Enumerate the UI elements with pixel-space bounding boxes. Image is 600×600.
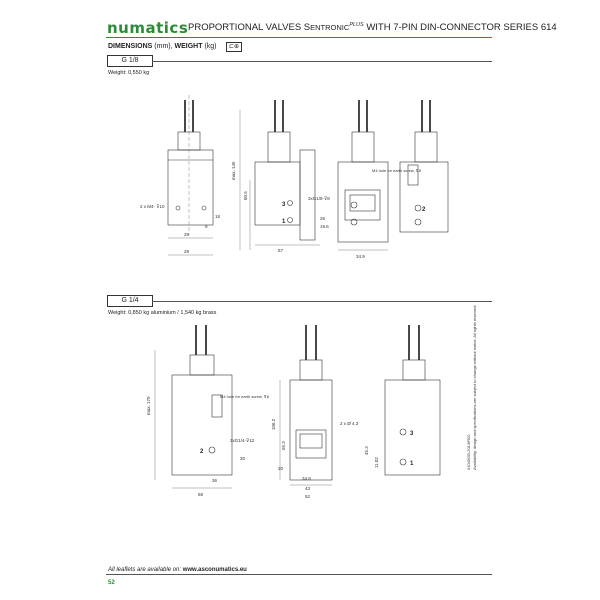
header-rule	[106, 37, 492, 38]
dim-30: 30	[240, 456, 246, 461]
dim-43: 43	[305, 486, 311, 491]
port-1-c: 1	[410, 461, 414, 467]
dim-55-3: 55.3	[281, 441, 286, 450]
dim-18: 18	[215, 214, 221, 219]
v1-body	[168, 150, 213, 225]
disclaimer: Availability, design and specifications are subject to change without notice. All rights reserved.	[472, 304, 477, 470]
projection-icon: ⊏⊕	[226, 42, 242, 52]
drawing-g14	[100, 320, 490, 520]
dim-34-8: 34.8	[302, 476, 311, 481]
label-holes: 2 x Ø 4.3	[340, 421, 359, 426]
drawing-g18	[100, 80, 490, 280]
footer-note: All leaflets are available on: www.asconumatics.eu	[108, 567, 247, 573]
port-2-a: 2	[200, 449, 204, 455]
label-earth-g14: M4 hole for earth screw, ⊽8	[220, 394, 269, 399]
weight-g14: Weight: 0,850 kg aluminium / 1,540 kg brass	[108, 310, 217, 316]
section-rule-1	[152, 61, 492, 62]
port-3-c: 3	[410, 431, 414, 437]
port-2-v4: 2	[422, 207, 426, 213]
dim-34-9: 34.9	[356, 254, 365, 259]
dim-25: 25	[184, 232, 190, 237]
dim-19-6: 19.6	[320, 224, 329, 229]
brand-logo: numatics	[107, 19, 189, 37]
dim-57: 57	[278, 248, 284, 253]
dim-106-2: 106.2	[271, 418, 276, 430]
dim-26: 26	[320, 216, 326, 221]
port-1-v2: 1	[282, 219, 286, 225]
dim-68: 68	[198, 492, 204, 497]
footer-url[interactable]: www.asconumatics.eu	[182, 567, 247, 573]
dim-52: 52	[305, 494, 311, 499]
page-title: PROPORTIONAL VALVES $SENTRONIC^{PLUS}$ WITH 7-PIN DIN-CONNECTOR SERIES 614	[188, 22, 557, 34]
dim-20: 20	[278, 466, 284, 471]
dim-45-3: 45.3	[364, 446, 369, 455]
dim-9: 9	[205, 224, 208, 229]
dim-max170: max. 170	[146, 396, 151, 415]
dim-29: 29	[184, 249, 190, 254]
label-earth-g18: M4 hole for earth screw, ⊽8	[372, 168, 421, 173]
label-port-thread-g14: 3xG1/4-⊽12	[230, 438, 255, 443]
port-size-box-g14: G 1/4	[107, 295, 153, 307]
weight-g18: Weight: 0,550 kg	[108, 70, 150, 76]
label-thread-g18: 2 x M4- ⊽10	[140, 204, 165, 209]
page-number: 52	[108, 580, 115, 586]
dimensions-heading: DIMENSIONS (mm), WEIGHT (kg)	[108, 43, 217, 50]
dim-max145: max. 145	[231, 161, 236, 180]
port-3-v2: 3	[282, 202, 286, 208]
port-size-box-g18: G 1/8	[107, 55, 153, 67]
label-port-thread-g18: 3xG1/8-⊽8	[308, 196, 330, 201]
dim-11-02: 11.02	[374, 457, 379, 468]
doc-code: 01043GB-2013/R02	[466, 434, 471, 470]
dim-36: 36	[212, 478, 218, 483]
footer-rule	[106, 574, 492, 575]
dim-80-5: 80.5	[243, 191, 248, 200]
section-rule-2	[152, 301, 492, 302]
